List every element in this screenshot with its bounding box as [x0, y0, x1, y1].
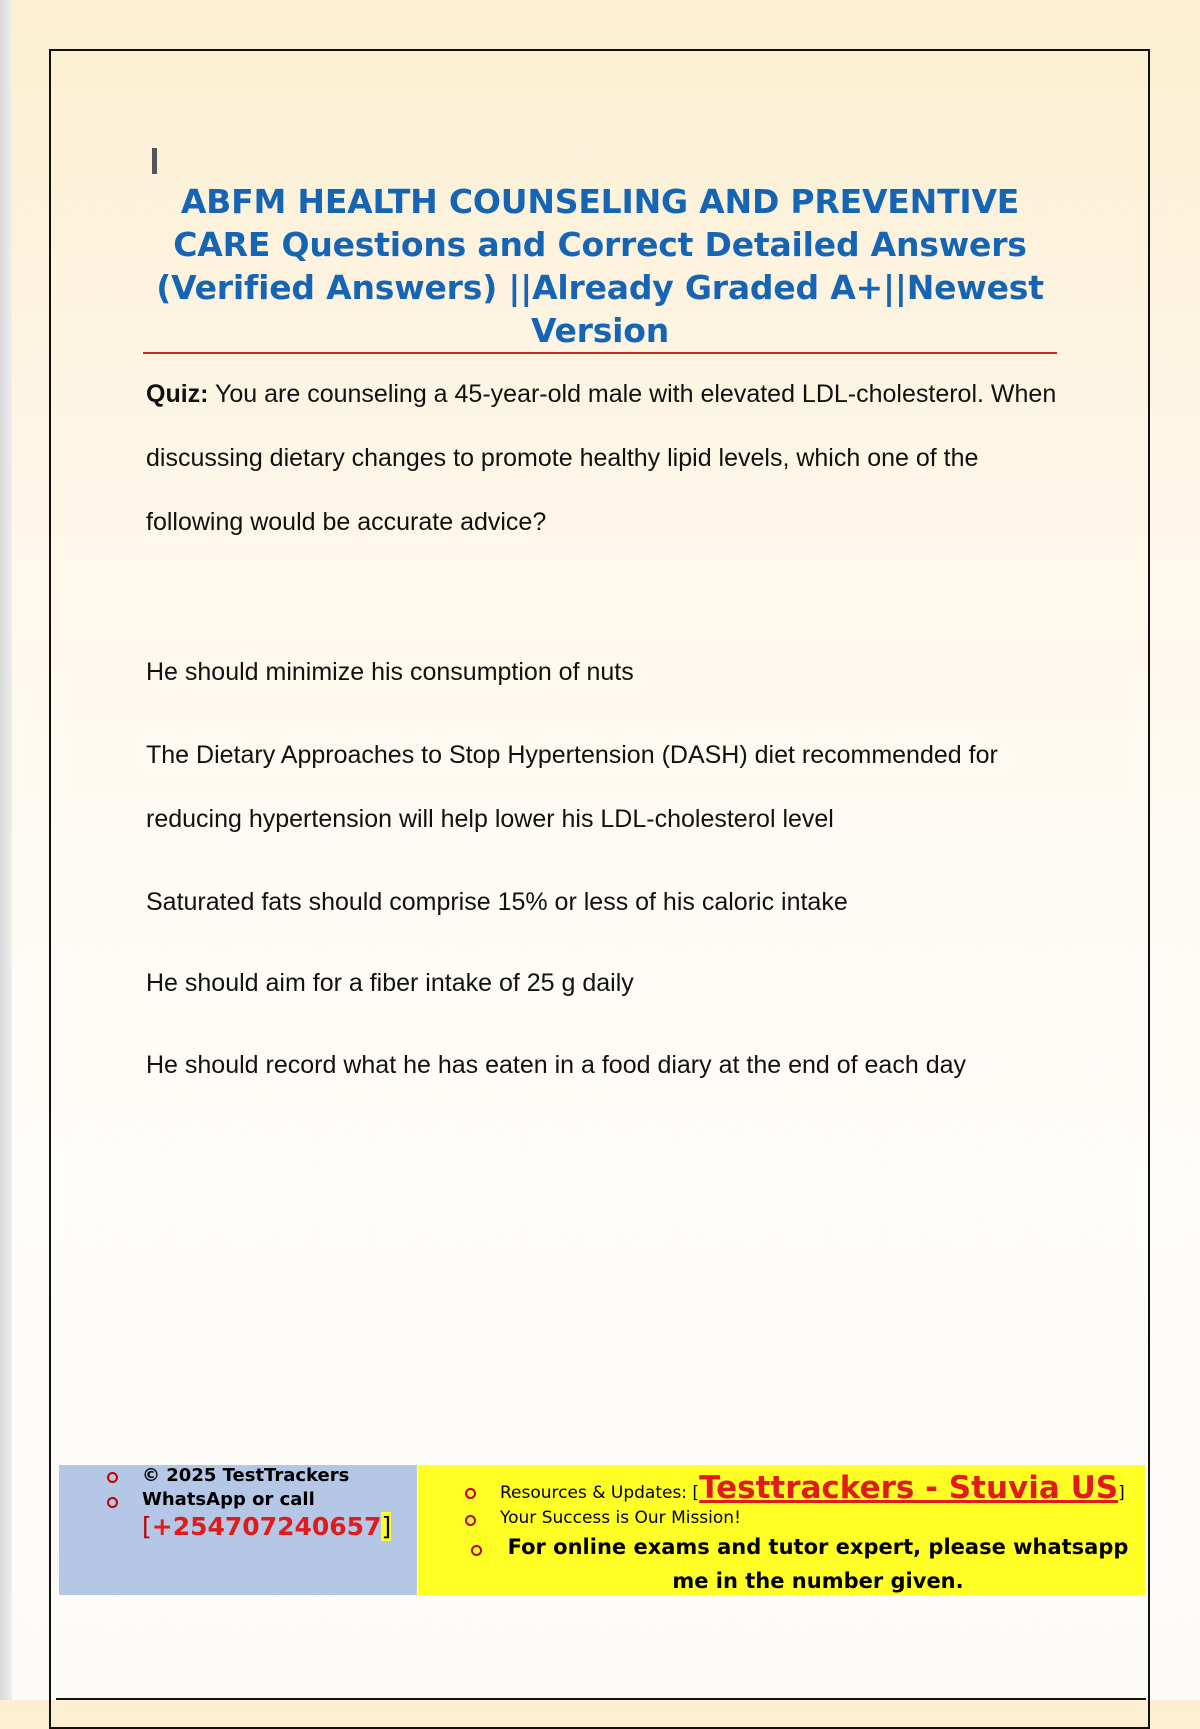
answer-option-5: He should record what he has eaten in a food diary at the end of each day [146, 1051, 966, 1079]
tutor-line-2: me in the number given. [672, 1569, 964, 1593]
title-underline [143, 352, 1057, 354]
resources-label: Resources & Updates: [ [500, 1483, 700, 1503]
tutor-message [498, 1530, 1138, 1598]
bullet-icon [107, 1472, 118, 1483]
quiz-label: Quiz: [146, 380, 209, 408]
resources-close-bracket: ] [1118, 1483, 1125, 1503]
left-gutter [0, 0, 12, 1700]
text-cursor-mark [152, 148, 157, 174]
document-title: ABFM HEALTH COUNSELING AND PREVENTIVE CARE Questions and Correct Detailed Answers (Verified Answers) ||Already Graded A+||Newest Version [156, 182, 1044, 350]
answer-option-3: Saturated fats should comprise 15% or less of his caloric intake [146, 888, 848, 916]
quiz-question [146, 362, 1076, 554]
answer-option-2: The Dietary Approaches to Stop Hypertension (DASH) diet recommended for reducing hypertension will help lower his LDL-cholesterol level [146, 741, 998, 833]
bullet-icon [471, 1545, 482, 1556]
stuvia-link[interactable]: Testtrackers - Stuvia US [699, 1470, 1119, 1506]
phone-close-bracket: ] [381, 1512, 392, 1541]
bullet-icon [107, 1497, 118, 1508]
bullet-icon [465, 1488, 476, 1499]
answer-option-1: He should minimize his consumption of nuts [146, 658, 634, 686]
copyright-text: © 2025 TestTrackers [142, 1465, 350, 1486]
phone-number[interactable] [142, 1512, 391, 1541]
contact-label: WhatsApp or call [142, 1489, 315, 1510]
tutor-line-1: For online exams and tutor expert, please whatsapp [507, 1535, 1129, 1559]
quiz-text: You are counseling a 45-year-old male with elevated LDL-cholesterol. When discussing dietary changes to promote healthy lipid levels, which one of the following would be accurate advice? [146, 380, 1057, 536]
mission-text: Your Success is Our Mission! [500, 1508, 741, 1528]
resources-line [500, 1470, 1125, 1506]
phone-open-bracket: [ [142, 1512, 152, 1541]
bullet-icon [465, 1515, 476, 1526]
answer-option-4: He should aim for a fiber intake of 25 g daily [146, 969, 634, 997]
phone-number-text[interactable]: +254707240657 [151, 1512, 382, 1541]
